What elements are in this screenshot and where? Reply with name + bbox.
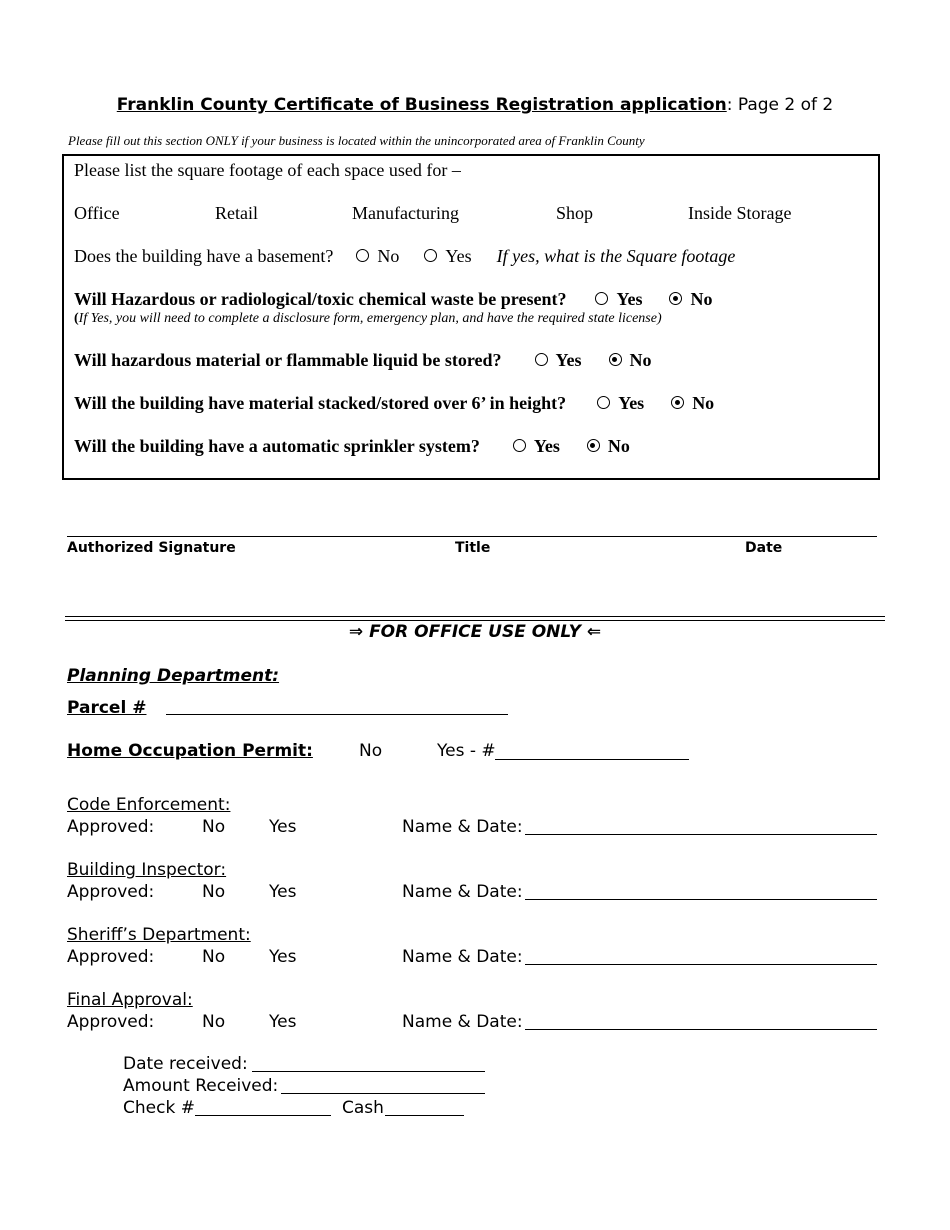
- stacked-no-label: No: [692, 393, 715, 413]
- approved-no[interactable]: No: [202, 1012, 226, 1032]
- basement-followup: If yes, what is the Square footage: [496, 246, 736, 266]
- basement-yes-radio[interactable]: [424, 249, 437, 262]
- amount-received-label: Amount Received:: [123, 1076, 279, 1096]
- sprinkler-no-label: No: [607, 436, 630, 456]
- stacked-no-radio[interactable]: [671, 396, 684, 409]
- approved-no[interactable]: No: [202, 882, 226, 902]
- space-office: Office: [74, 203, 120, 223]
- space-retail: Retail: [215, 203, 258, 223]
- name-date-field[interactable]: [525, 964, 877, 965]
- hop-yes[interactable]: Yes - #: [437, 741, 496, 761]
- space-manufacturing: Manufacturing: [352, 203, 459, 223]
- approved-yes[interactable]: Yes: [269, 882, 297, 902]
- sprinkler-no-radio[interactable]: [587, 439, 600, 452]
- stacked-question-text: Will the building have material stacked/stored over 6’ in height?: [74, 393, 567, 413]
- approved-yes[interactable]: Yes: [269, 817, 297, 837]
- sprinkler-yes-label: Yes: [533, 436, 560, 456]
- hazardous-no-radio[interactable]: [669, 292, 682, 305]
- flammable-yes-radio[interactable]: [535, 353, 548, 366]
- form-title: Franklin County Certificate of Business Registration application: [116, 95, 727, 115]
- approved-label: Approved:: [67, 1012, 155, 1032]
- hop-label: Home Occupation Permit:: [67, 741, 313, 761]
- planning-heading: Planning Department:: [67, 666, 280, 686]
- page-title: [0, 95, 950, 115]
- basement-no-label: No: [377, 246, 400, 266]
- hop-number-field[interactable]: [495, 759, 689, 760]
- review-dept: Code Enforcement:: [67, 795, 231, 815]
- space-shop: Shop: [556, 203, 594, 223]
- hazardous-question: [74, 289, 712, 310]
- flammable-no-label: No: [629, 350, 652, 370]
- basement-no-radio[interactable]: [356, 249, 369, 262]
- name-date-field[interactable]: [525, 899, 877, 900]
- check-label: Check #: [123, 1098, 195, 1118]
- check-field[interactable]: [195, 1115, 331, 1116]
- date-received-label: Date received:: [123, 1054, 248, 1074]
- basement-question: [74, 246, 735, 267]
- name-date-field[interactable]: [525, 1029, 877, 1030]
- parcel-label: Parcel #: [67, 698, 147, 718]
- section-note: Please fill out this section ONLY if your business is located within the unincorporated area of Franklin County: [68, 133, 645, 148]
- double-divider: [65, 616, 885, 621]
- cash-label: Cash: [342, 1098, 384, 1118]
- hazardous-no-label: No: [690, 289, 713, 309]
- hazardous-note: [74, 311, 662, 327]
- flammable-no-radio[interactable]: [609, 353, 622, 366]
- sprinkler-yes-radio[interactable]: [513, 439, 526, 452]
- approved-label: Approved:: [67, 882, 155, 902]
- approved-yes[interactable]: Yes: [269, 947, 297, 967]
- name-date-label: Name & Date:: [402, 1012, 523, 1032]
- sprinkler-question: [74, 436, 630, 457]
- hazardous-yes-radio[interactable]: [595, 292, 608, 305]
- authorized-signature-label: Authorized Signature: [67, 540, 236, 556]
- page-indicator: : Page 2 of 2: [726, 95, 834, 115]
- sqft-prompt: Please list the square footage of each space used for –: [74, 160, 461, 180]
- date-label: Date: [745, 540, 783, 556]
- hop-no[interactable]: No: [359, 741, 383, 761]
- stacked-yes-label: Yes: [618, 393, 645, 413]
- sprinkler-question-text: Will the building have a automatic sprinkler system?: [74, 436, 480, 456]
- approved-label: Approved:: [67, 947, 155, 967]
- flammable-yes-label: Yes: [555, 350, 582, 370]
- date-received-field[interactable]: [252, 1071, 485, 1072]
- approved-no[interactable]: No: [202, 947, 226, 967]
- approved-label: Approved:: [67, 817, 155, 837]
- title-label: Title: [455, 540, 491, 556]
- review-dept: Sheriff’s Department:: [67, 925, 251, 945]
- name-date-label: Name & Date:: [402, 817, 523, 837]
- stacked-question: [74, 393, 714, 414]
- cash-field[interactable]: [385, 1115, 464, 1116]
- review-dept: Building Inspector:: [67, 860, 227, 880]
- hazardous-note-paren: (: [74, 311, 79, 326]
- review-dept: Final Approval:: [67, 990, 193, 1010]
- signature-line[interactable]: [67, 536, 877, 537]
- basement-question-text: Does the building have a basement?: [74, 246, 334, 266]
- name-date-label: Name & Date:: [402, 947, 523, 967]
- space-inside-storage: Inside Storage: [688, 203, 792, 223]
- hazardous-yes-label: Yes: [616, 289, 643, 309]
- flammable-question: [74, 350, 652, 371]
- hazardous-question-text: Will Hazardous or radiological/toxic chemical waste be present?: [74, 289, 567, 309]
- approved-yes[interactable]: Yes: [269, 1012, 297, 1032]
- stacked-yes-radio[interactable]: [597, 396, 610, 409]
- flammable-question-text: Will hazardous material or flammable liquid be stored?: [74, 350, 502, 370]
- name-date-field[interactable]: [525, 834, 877, 835]
- approved-no[interactable]: No: [202, 817, 226, 837]
- office-use-heading: ⇒ FOR OFFICE USE ONLY ⇐: [348, 622, 602, 642]
- amount-received-field[interactable]: [281, 1093, 485, 1094]
- parcel-field[interactable]: [166, 714, 508, 715]
- hazardous-note-text: If Yes, you will need to complete a disclosure form, emergency plan, and have the required state license): [78, 311, 662, 326]
- basement-yes-label: Yes: [445, 246, 472, 266]
- name-date-label: Name & Date:: [402, 882, 523, 902]
